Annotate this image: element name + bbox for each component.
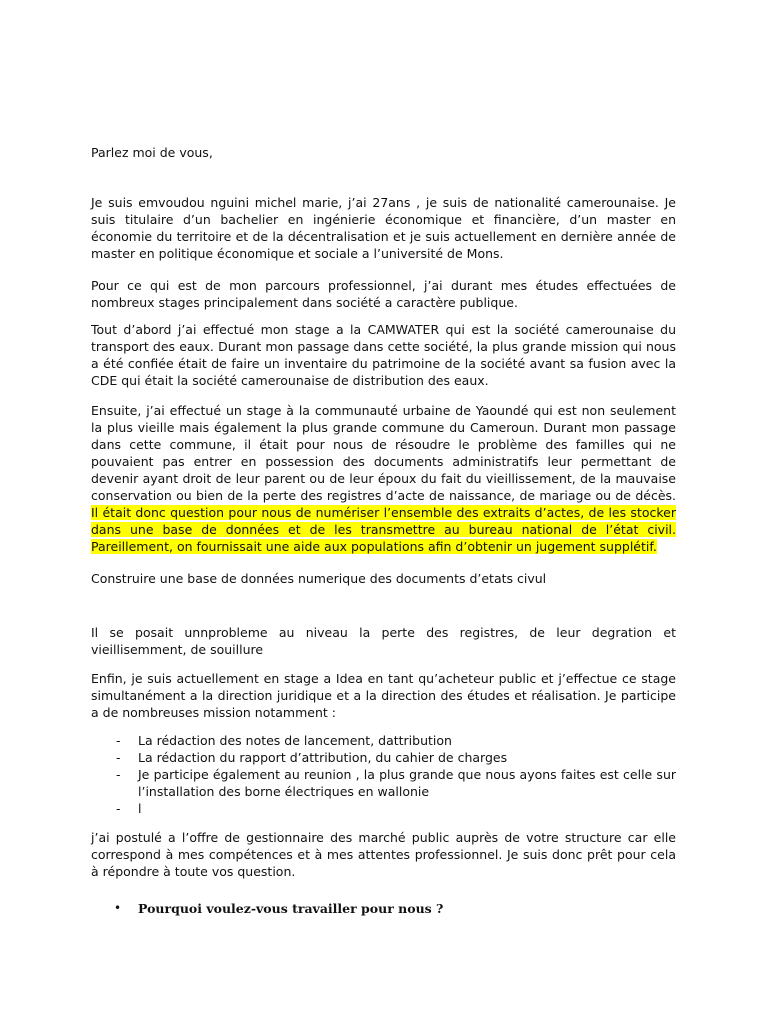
paragraph-intro: Je suis emvoudou nguini michel marie, j’ai 27ans , je suis de nationalité camerounaise. Je suis titulaire d’un bachelier en ingénierie économique et financière, d’un master en économie du territoire et de la décentralisation et je suis actuellement en dernière année de master en politique économique et sociale a l’université de Mons.	[91, 195, 676, 261]
list-dash: -	[116, 767, 121, 782]
list-item-text: Je participe également au reunion , la plus grande que nous ayons faites est celle sur l’installation des borne électriques en wallonie	[138, 767, 676, 799]
list-dash: -	[116, 750, 121, 765]
list-item-text: La rédaction des notes de lancement, dattribution	[138, 733, 452, 748]
highlighted-text: Il était donc question pour nous de numériser l’ensemble des extraits d’actes, de les stocker dans une base de données et de les transmettre au bureau national de l’état civil. Pareillement, on fournissait une aide aux populations afin d’obtenir un jugement supplétif.	[91, 505, 676, 554]
list-dash: -	[116, 733, 121, 748]
bullet-icon: •	[114, 901, 122, 915]
list-item-text: La rédaction du rapport d’attribution, du cahier de charges	[138, 750, 508, 765]
greeting: Parlez moi de vous,	[91, 145, 213, 160]
paragraph-registers: Il se posait unnprobleme au niveau la perte des registres, de leur degration et vieillisemment, de souillure	[91, 625, 676, 657]
paragraph-idea: Enfin, je suis actuellement en stage a Idea en tant qu’acheteur public et j’effectue ce stage simultanément a la direction juridique et a la direction des études et réalisation. Je participe a de nombreuses mission notamment :	[91, 671, 676, 720]
paragraph-database: Construire une base de données numerique des documents d’etats civul	[91, 571, 547, 586]
question-heading: Pourquoi voulez-vous travailler pour nous ?	[138, 901, 444, 916]
paragraph-application: j’ai postulé a l’offre de gestionnaire des marché public auprès de votre structure car elle correspond à mes compétences et à mes attentes professionnel. Je suis donc prêt pour cela à répondre à toute vos question.	[91, 830, 676, 879]
paragraph-yaounde	[91, 402, 676, 555]
list-item-text: l	[138, 801, 142, 816]
paragraph-camwater: Tout d’abord j’ai effectué mon stage a la CAMWATER qui est la société camerounaise du transport des eaux. Durant mon passage dans cette société, la plus grande mission qui nous a été confiée était de faire un inventaire du patrimoine de la société avant sa fusion avec la CDE qui était la société camerounaise de distribution des eaux.	[91, 322, 676, 388]
paragraph-yaounde-text: Ensuite, j’ai effectué un stage à la communauté urbaine de Yaoundé qui est non seulement la plus vieille mais également la plus grande commune du Cameroun. Durant mon passage dans cette commune, il était pour nous de résoudre le problème des familles qui ne pouvaient pas entrer en possession des documents administratifs leur permettant de devenir ayant droit de leur parent ou de leur époux du fait du vieillissement, de la mauvaise conservation ou bien de la perte des registres d’acte de naissance, de mariage ou de décès.	[91, 403, 676, 503]
list-dash: -	[116, 801, 121, 816]
paragraph-career: Pour ce qui est de mon parcours professionnel, j’ai durant mes études effectuées de nombreux stages principalement dans société a caractère publique.	[91, 278, 676, 310]
